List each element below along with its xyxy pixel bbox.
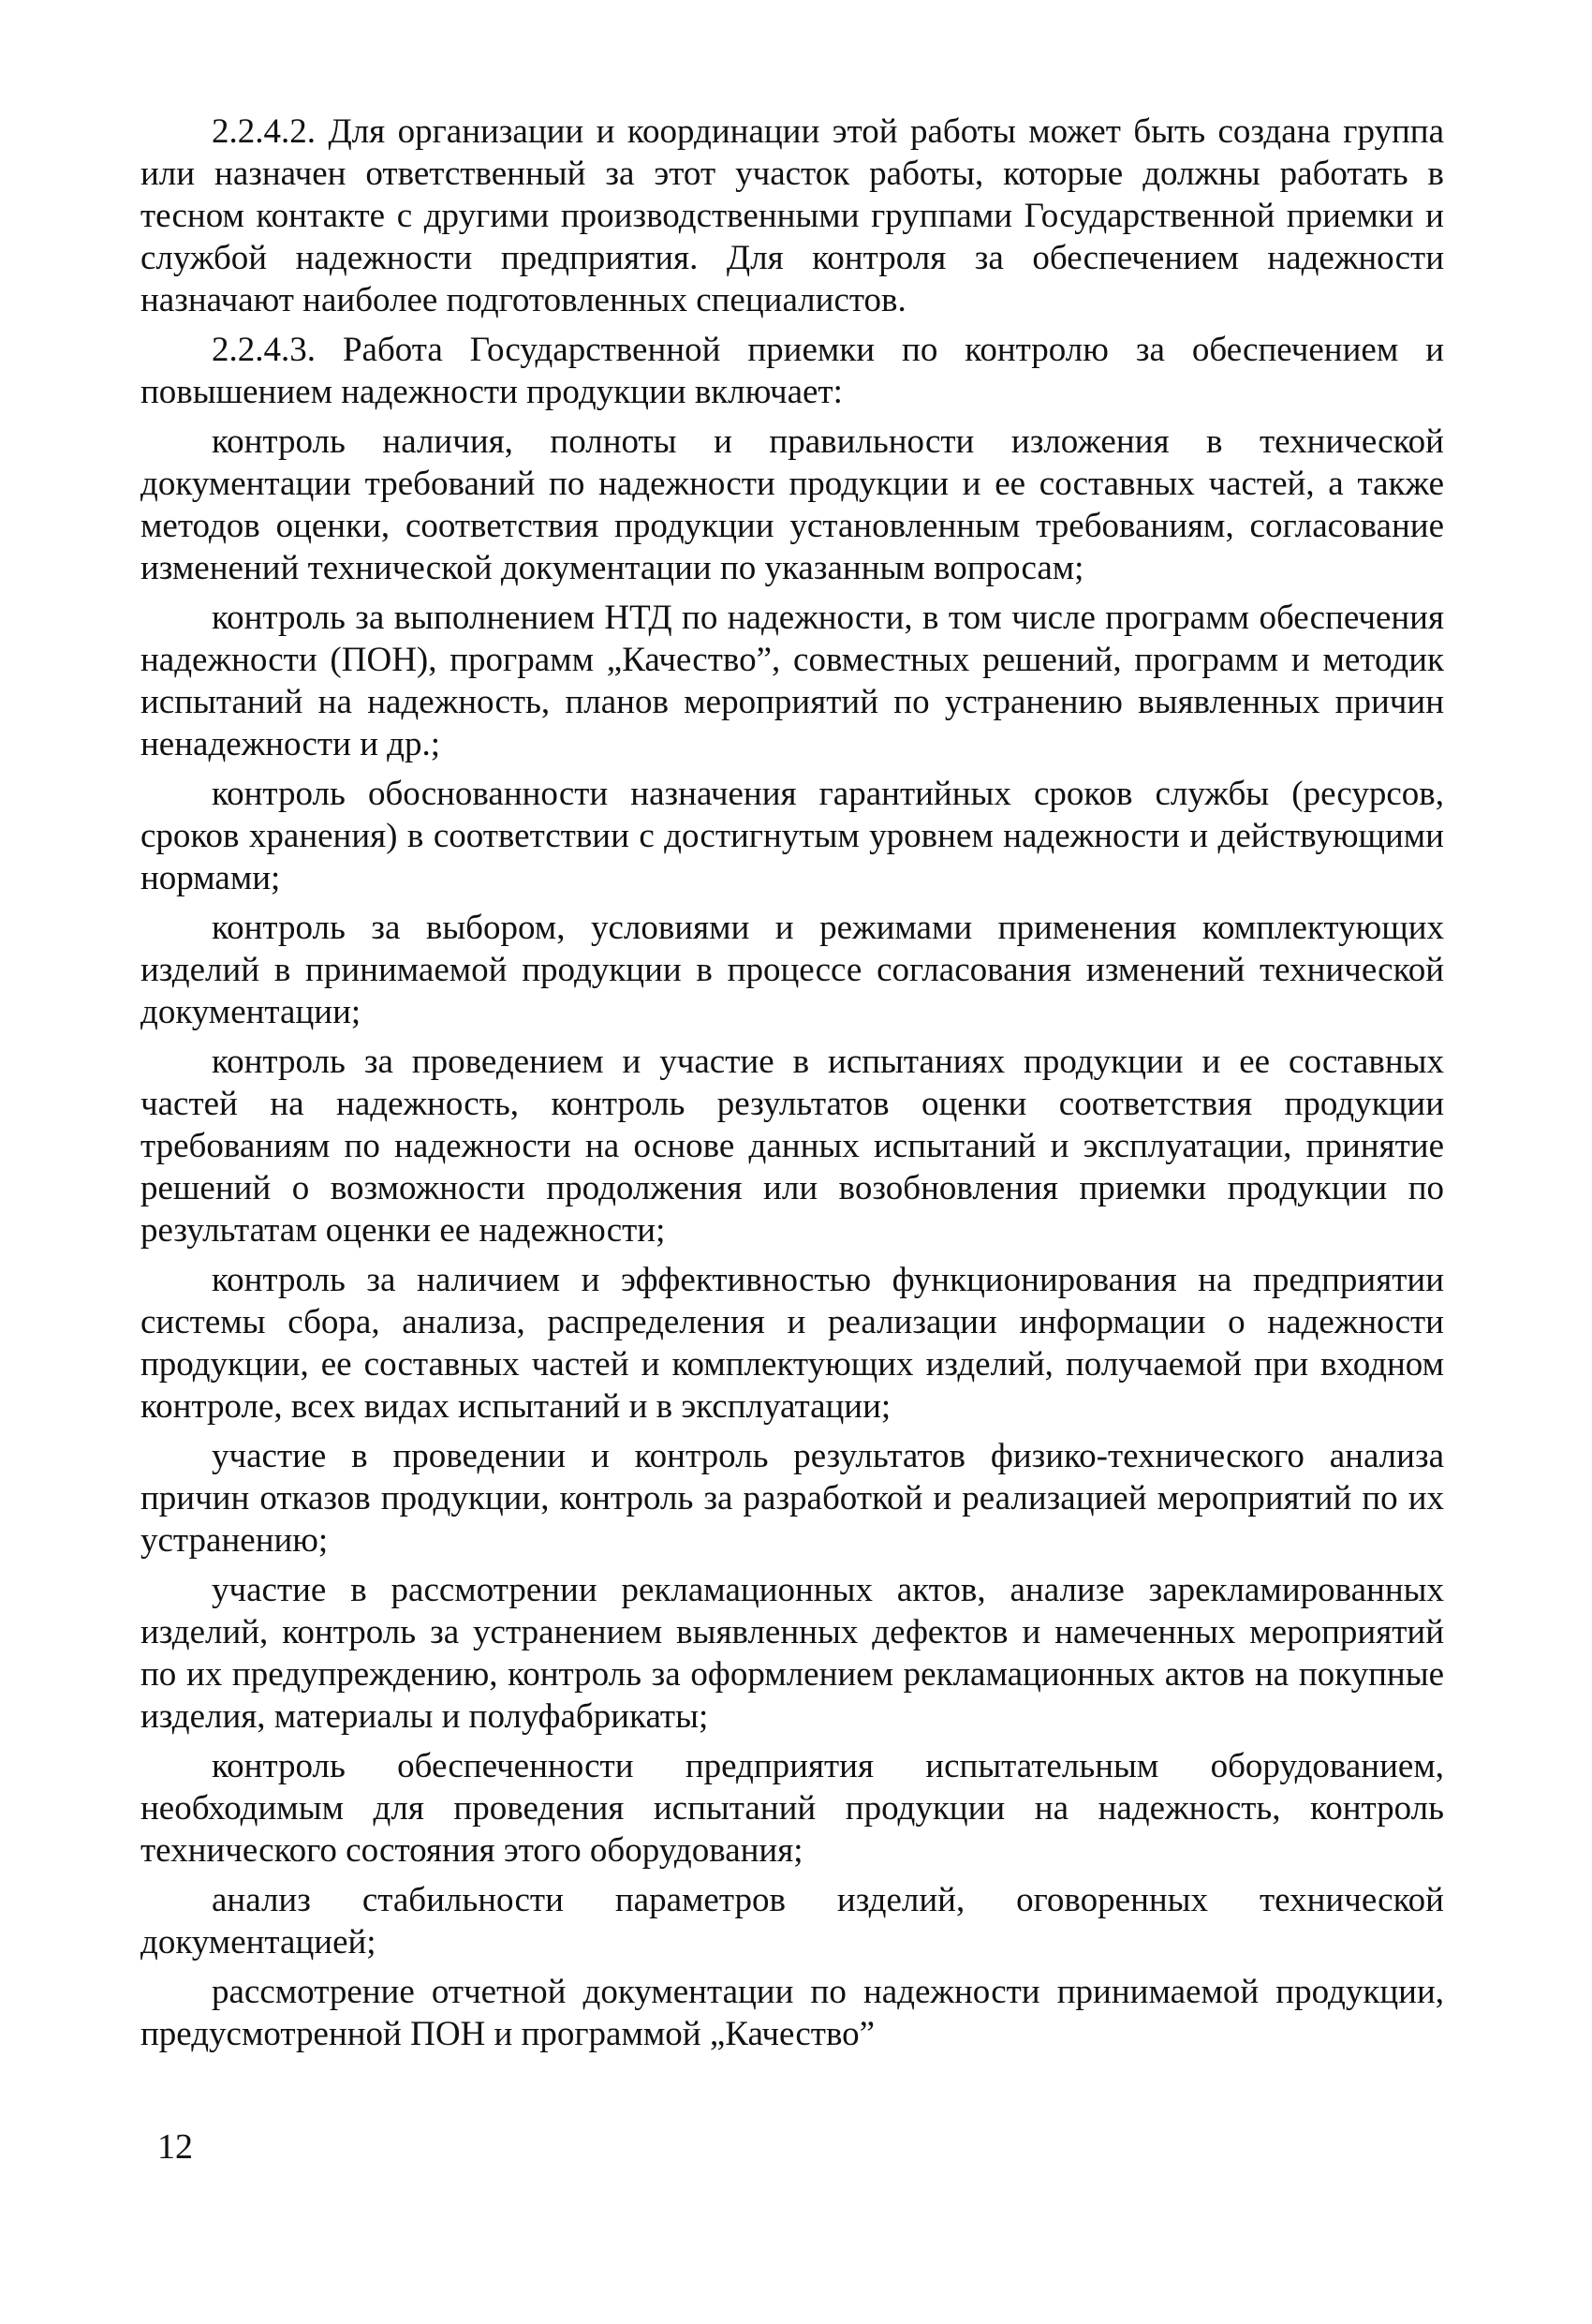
page-number: 12 — [157, 2127, 193, 2167]
list-item: участие в проведении и контроль результатов физико-технического анализа причин отказов продукции, контроль за разработкой и реализацией мероприятий по их устранению; — [140, 1437, 1444, 1560]
list-item: участие в рассмотрении рекламационных актов, анализе зарекламированных изделий, контроль за устранением выявленных дефектов и намеченных мероприятий по их предупреждению, контроль за оформлением рекламационных актов на покупные изделия, материалы и полуфабрикаты; — [140, 1571, 1444, 1736]
list-item: контроль обоснованности назначения гарантийных сроков службы (ресурсов, сроков хранения) в соответствии с достигнутым уровнем надежности и действующими нормами; — [140, 775, 1444, 897]
list-item: контроль за наличием и эффективностью функционирования на предприятии системы сбора, анализа, распределения и реализации информации о надежности продукции, ее составных частей и комплектующих изделий, получаемой при входном контроле, всех видах испытаний и в эксплуатации; — [140, 1261, 1444, 1426]
list-item: рассмотрение отчетной документации по надежности принимаемой продукции, предусмотренной ПОН и программой „Качество” — [140, 1973, 1444, 2053]
list-item: контроль обеспеченности предприятия испытательным оборудованием, необходимым для проведения испытаний продукции на надежность, контроль технического состояния этого оборудования; — [140, 1747, 1444, 1870]
list-item: анализ стабильности параметров изделий, оговоренных технической документацией; — [140, 1881, 1444, 1961]
paragraph-2-2-4-2: 2.2.4.2. Для организации и координации этой работы может быть создана группа или назначен ответственный за этот участок работы, которые должны работать в тесном контакте с другими производственными группами Государственной приемки и службой надежности предприятия. Для контроля за обеспечением надежности назначают наиболее подготовленных специалистов. — [140, 112, 1444, 319]
paragraph-2-2-4-3: 2.2.4.3. Работа Государственной приемки по контролю за обеспечением и повышением надежности продукции включает: — [140, 331, 1444, 411]
list-item: контроль за проведением и участие в испытаниях продукции и ее составных частей на надежность, контроль результатов оценки соответствия продукции требованиям по надежности на основе данных испытаний и эксплуатации, принятие решений о возможности продолжения или возобновления приемки продукции по результатам оценки ее надежности; — [140, 1043, 1444, 1250]
list-item: контроль за выбором, условиями и режимами применения комплектующих изделий в принимаемой продукции в процессе согласования изменений технической документации; — [140, 909, 1444, 1031]
list-item: контроль наличия, полноты и правильности изложения в технической документации требований по надежности продукции и ее составных частей, а также методов оценки, соответствия продукции установленным требованиям, согласование изменений технической документации по указанным вопросам; — [140, 422, 1444, 587]
list-item: контроль за выполнением НТД по надежности, в том числе программ обеспечения надежности (ПОН), программ „Качество”, совместных решений, программ и методик испытаний на надежность, планов мероприятий по устранению выявленных причин ненадежности и др.; — [140, 599, 1444, 763]
document-body — [140, 111, 1444, 2063]
